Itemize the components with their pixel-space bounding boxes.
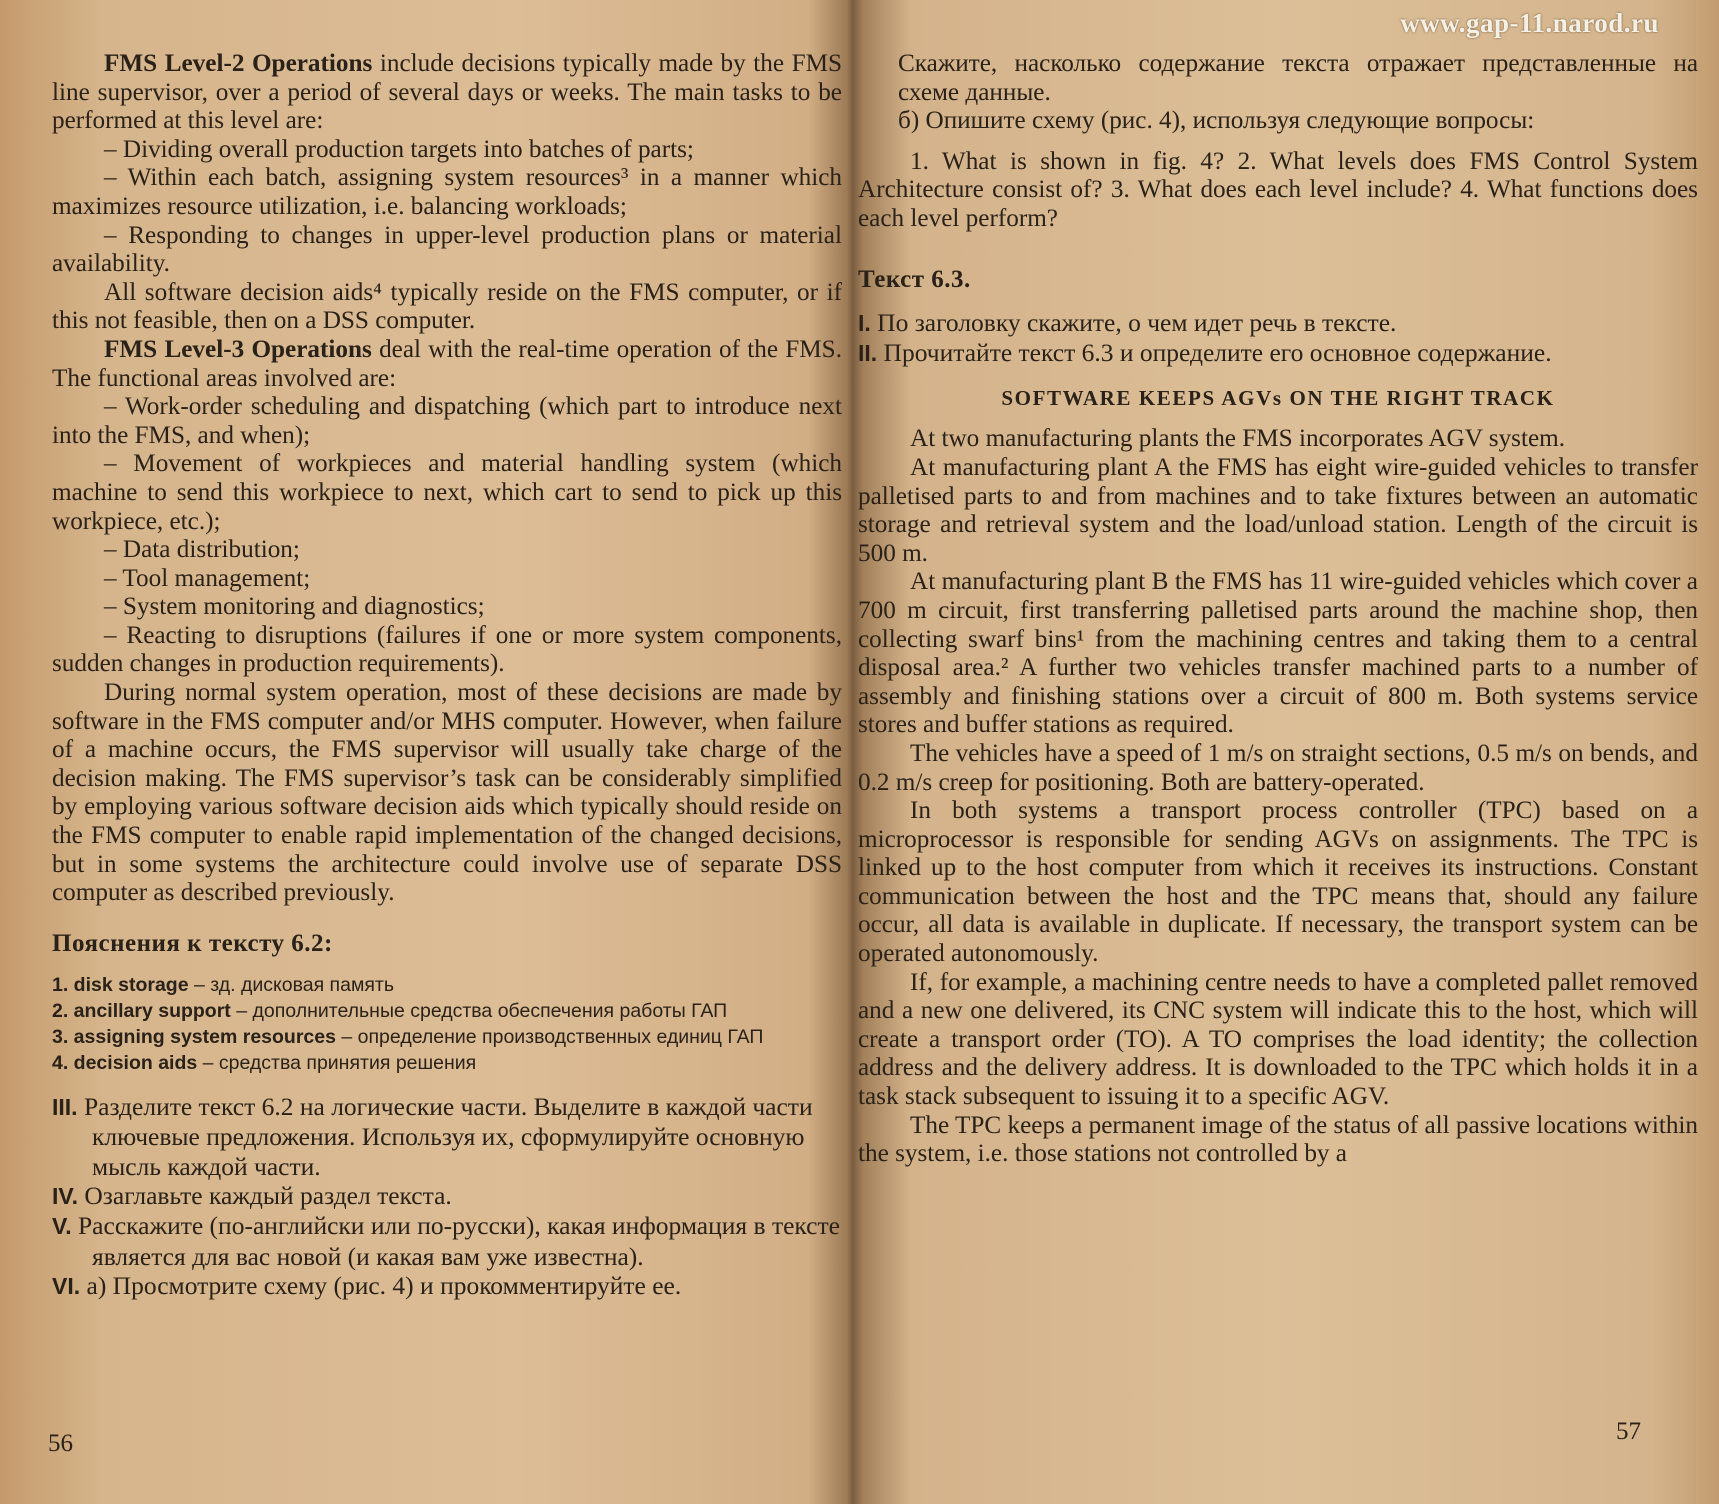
- text-heading: Текст 6.3.: [858, 265, 971, 293]
- level2-item: – Within each batch, assigning system resources³ in a manner which maximizes resource utilization, i.e. balancing workloads;: [52, 164, 842, 220]
- level3-text: deal with the real-time operation of the FMS. The functional areas involved are:: [52, 335, 842, 392]
- level2-paragraph: [52, 50, 842, 136]
- notes-list: [52, 972, 842, 1076]
- article-paragraph: The vehicles have a speed of 1 m/s on straight sections, 0.5 m/s on bends, and 0.2 m/s creep for positioning. Both are battery-operated.: [858, 739, 1698, 796]
- note-item: [52, 1024, 842, 1050]
- article-paragraph: At manufacturing plant A the FMS has eight wire-guided vehicles to transfer palletised parts to and from machines and to take fixtures between an automatic storage and retrieval system and the load/unload station. Length of the circuit is 500 m.: [858, 453, 1698, 567]
- note-term: 4. decision aids: [52, 1051, 198, 1074]
- note-definition: – средства принятия решения: [197, 1051, 477, 1074]
- task-b: б) Опишите схему (рис. 4), используя следующие вопросы:: [898, 107, 1535, 135]
- note-term: 1. disk storage: [52, 973, 189, 996]
- task-item: [52, 1271, 842, 1301]
- notes-heading: Пояснения к тексту 6.2:: [52, 929, 333, 957]
- level2-lead: FMS Level-2 Operations: [104, 50, 373, 77]
- article-paragraph: If, for example, a machining centre needs to have a completed pallet removed and a new one delivered, its CNC system will indicate this to the host, which will create a transport order (TO). A TO comprises the load identity; the collection address and the delivery address. It is downloaded to the TPC which holds it in a task stack subsequent to issuing it to a specific AGV.: [858, 968, 1698, 1111]
- note-term: 2. ancillary support: [52, 999, 231, 1022]
- task-text: Расскажите (по-английски или по-русски), какая информация в тексте является для вас новой (и какая вам уже известна).: [71, 1211, 840, 1271]
- task-text: Озаглавьте каждый раздел текста.: [78, 1181, 452, 1211]
- level3-paragraph: [52, 336, 842, 393]
- task-number: I.: [858, 309, 871, 336]
- note-definition: – зд. дисковая память: [188, 973, 395, 996]
- aids-paragraph: All software decision aids⁴ typically reside on the FMS computer, or if this not feasible, then on a DSS computer.: [52, 278, 842, 335]
- task-item: [52, 1211, 842, 1271]
- note-definition: – определение производственных единиц ГАП: [335, 1025, 764, 1048]
- article-paragraph: At two manufacturing plants the FMS incorporates AGV system.: [910, 425, 1566, 453]
- note-item: [52, 998, 842, 1024]
- level2-text: include decisions typically made by the FMS line supervisor, over a period of several days or weeks. The main tasks to be performed at this level are:: [52, 50, 842, 135]
- site-watermark: www.gap-11.narod.ru: [1400, 8, 1659, 38]
- article-title: SOFTWARE KEEPS AGVs ON THE RIGHT TRACK: [1001, 386, 1555, 411]
- task-text: По заголовку скажите, о чем идет речь в тексте.: [870, 307, 1397, 337]
- level3-item: – Data distribution;: [104, 536, 300, 564]
- level3-item: – Reacting to disruptions (failures if one or more system components, sudden changes in production requirements).: [52, 621, 842, 678]
- task-text: а) Просмотрите схему (рис. 4) и прокомментируйте ее.: [80, 1271, 682, 1301]
- task-number: IV.: [52, 1183, 79, 1210]
- normal-operation-paragraph: During normal system operation, most of these decisions are made by software in the FMS computer and/or MHS computer. However, when failure of a machine occurs, the FMS supervisor will usually take charge of the decision making. The FMS supervisor’s task can be considerably simplified by employing various software decision aids which typically should reside on the FMS computer to enable rapid implementation of the changed decisions, but in some systems the architecture could involve use of separate DSS computer as described previously.: [52, 679, 842, 907]
- level3-item: – Movement of workpieces and material handling system (which machine to send this workpiece to next, which cart to send to pick up this workpiece, etc.);: [52, 450, 842, 535]
- level3-item: – Work-order scheduling and dispatching (which part to introduce next into the FMS, and when);: [52, 393, 842, 449]
- level3-item: – System monitoring and diagnostics;: [104, 593, 485, 621]
- task-number: V.: [52, 1213, 72, 1240]
- note-term: 3. assigning system resources: [52, 1025, 336, 1048]
- article-paragraph: The TPC keeps a permanent image of the status of all passive locations within the system, i.e. those stations not controlled by a: [858, 1111, 1698, 1168]
- task-text: Прочитайте текст 6.3 и определите его основное содержание.: [877, 337, 1552, 367]
- task-number: II.: [858, 339, 878, 366]
- note-definition: – дополнительные средства обеспечения работы ГАП: [230, 999, 728, 1022]
- task-text: Разделите текст 6.2 на логические части. Выделите в каждой части ключевые предложения. Используя их, сформулируйте основную мысль каждой части.: [77, 1091, 813, 1181]
- article-paragraph: In both systems a transport process controller (TPC) based on a microprocessor is responsible for sending AGVs on assignments. The TPC is linked up to the host computer from which it receives its instructions. Constant communication between the host and the TPC means that, should any failure occur, all data is available in duplicate. If necessary, the transport system can be operated autonomously.: [858, 797, 1698, 968]
- task-number: III.: [52, 1093, 78, 1120]
- task-item: [858, 338, 1698, 368]
- note-item: [52, 1050, 842, 1076]
- questions: 1. What is shown in fig. 4? 2. What levels does FMS Control System Architecture consist of? 3. What does each level include? 4. What functions does each level perform?: [858, 147, 1698, 232]
- right-page-column: [858, 50, 1698, 1169]
- left-page-column: [52, 50, 842, 1302]
- task-item: [52, 1092, 842, 1181]
- level3-lead: FMS Level-3 Operations: [104, 335, 372, 363]
- note-item: [52, 972, 842, 998]
- page-number-left: 56: [48, 1430, 73, 1457]
- continued-task-text: Скажите, насколько содержание текста отражает представленные на схеме данные.: [898, 50, 1698, 106]
- task-item: [858, 308, 1698, 338]
- task-number: VI.: [52, 1273, 81, 1300]
- left-page: [0, 0, 850, 1504]
- right-page: [852, 0, 1719, 1504]
- level2-item: – Responding to changes in upper-level production plans or material availability.: [52, 221, 842, 278]
- page-number-right: 57: [1616, 1418, 1641, 1445]
- level2-item: – Dividing overall production targets into batches of parts;: [104, 135, 694, 163]
- article-paragraph: At manufacturing plant B the FMS has 11 wire-guided vehicles which cover a 700 m circuit, first transferring palletised parts around the machine shop, then collecting swarf bins¹ from the machining centres and taking them to a central disposal area.² A further two vehicles transfer machined parts to a number of assembly and finishing stations over a circuit of 800 m. Both systems service stores and buffer stations as required.: [858, 568, 1698, 739]
- level3-item: – Tool management;: [104, 564, 311, 592]
- task-item: [52, 1181, 842, 1211]
